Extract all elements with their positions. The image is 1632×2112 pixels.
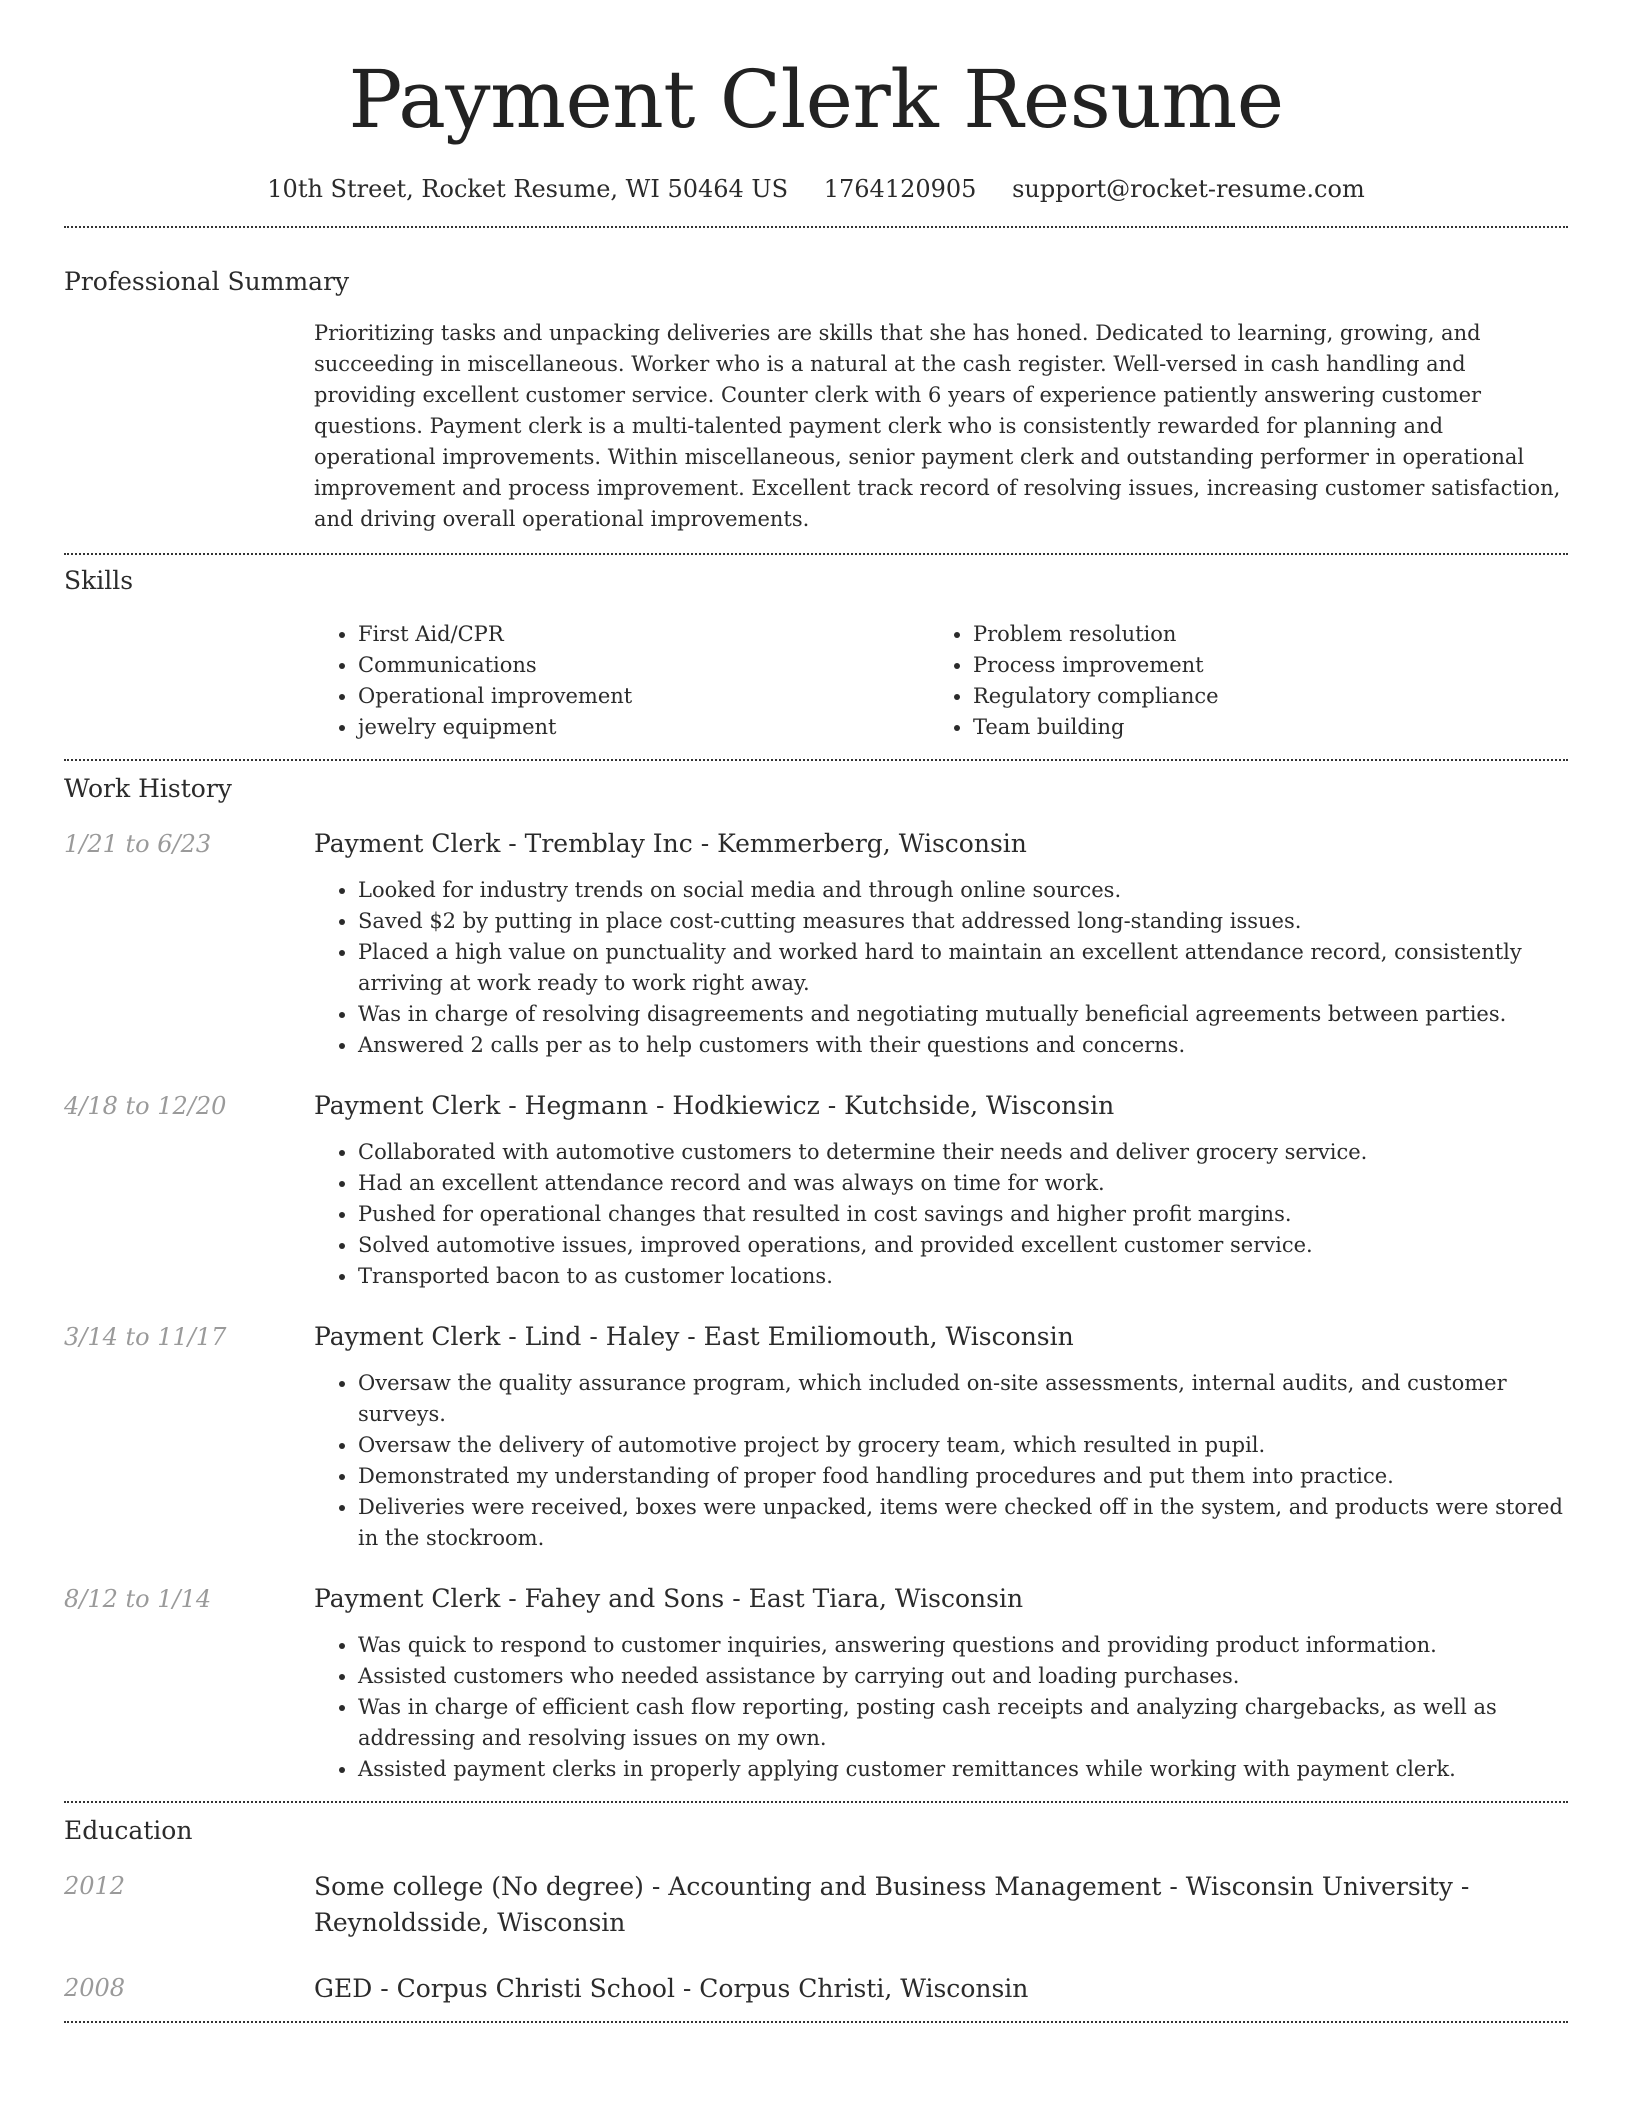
- skill-item: • Regulatory compliance: [973, 681, 1544, 712]
- divider: [64, 759, 1568, 761]
- divider: [64, 1801, 1568, 1803]
- section-title-education: Education: [64, 1816, 193, 1845]
- contact-email: support@rocket-resume.com: [1012, 175, 1365, 203]
- job-entry: [64, 827, 1568, 1061]
- job-bullets: [314, 1630, 1568, 1785]
- skill-item: • Problem resolution: [973, 619, 1544, 650]
- skill-item: • Process improvement: [973, 650, 1544, 681]
- job-bullet: • Had an excellent attendance record and was always on time for work.: [358, 1168, 1568, 1199]
- job-bullet: • Demonstrated my understanding of proper food handling procedures and put them into practice.: [358, 1461, 1568, 1492]
- job-title: Payment Clerk - Hegmann - Hodkiewicz - Kutchside, Wisconsin: [314, 1091, 1115, 1120]
- job-entry: [64, 1582, 1568, 1785]
- job-dates: 3/14 to 11/17: [64, 1323, 227, 1351]
- education-title: Some college (No degree) - Accounting and Business Management - Wisconsin University - Reynoldsside, Wisconsin: [314, 1872, 1470, 1937]
- job-content: [314, 1582, 1568, 1785]
- job-bullet: • Pushed for operational changes that resulted in cost savings and higher profit margins.: [358, 1199, 1568, 1230]
- education-year: 2008: [64, 1974, 126, 2002]
- section-title-work-history: Work History: [64, 774, 232, 803]
- skill-item: • First Aid/CPR: [358, 619, 929, 650]
- summary-text: Prioritizing tasks and unpacking deliveries are skills that she has honed. Dedicated to learning, growing, and succeeding in miscellaneous. Worker who is a natural at the cash register. Well-versed in cash handling and providing excellent customer service. Counter clerk with 6 years of experience patiently answering customer questions. Payment clerk is a multi-talented payment clerk who is consistently rewarded for planning and operational improvements. Within miscellaneous, senior payment clerk and outstanding performer in operational improvement and process improvement. Excellent track record of resolving issues, increasing customer satisfaction, and driving overall operational improvements.: [314, 321, 1561, 531]
- job-bullet: • Assisted customers who needed assistance by carrying out and loading purchases.: [358, 1661, 1568, 1692]
- job-bullet: • Was in charge of resolving disagreements and negotiating mutually beneficial agreements between parties.: [358, 999, 1568, 1030]
- job-dates: 8/12 to 1/14: [64, 1585, 212, 1613]
- job-title: Payment Clerk - Fahey and Sons - East Tiara, Wisconsin: [314, 1584, 1024, 1613]
- education-year: 2012: [64, 1872, 126, 1900]
- job-bullet: • Looked for industry trends on social media and through online sources.: [358, 875, 1568, 906]
- skills-list: [314, 619, 1568, 743]
- job-bullet: • Was in charge of efficient cash flow reporting, posting cash receipts and analyzing chargebacks, as well as addressing and resolving issues on my own.: [358, 1692, 1568, 1754]
- job-content: [314, 1089, 1568, 1292]
- job-entry: [64, 1320, 1568, 1554]
- job-title: Payment Clerk - Tremblay Inc - Kemmerberg, Wisconsin: [314, 829, 1027, 858]
- job-bullet: • Saved $2 by putting in place cost-cutting measures that addressed long-standing issues.: [358, 906, 1568, 937]
- education-entry: [64, 1971, 1568, 2007]
- job-dates: 4/18 to 12/20: [64, 1092, 227, 1120]
- divider: [64, 226, 1568, 228]
- skill-item: • Operational improvement: [358, 681, 929, 712]
- job-bullets: [314, 875, 1568, 1061]
- divider: [64, 553, 1568, 555]
- job-title: Payment Clerk - Lind - Haley - East Emiliomouth, Wisconsin: [314, 1322, 1074, 1351]
- contact-phone: 1764120905: [823, 175, 977, 203]
- skills-column-left: [314, 619, 929, 743]
- job-bullet: • Transported bacon to as customer locations.: [358, 1261, 1568, 1292]
- job-content: [314, 827, 1568, 1061]
- job-bullet: • Collaborated with automotive customers to determine their needs and deliver grocery service.: [358, 1137, 1568, 1168]
- contact-line: [64, 172, 1568, 206]
- divider: [64, 2021, 1568, 2023]
- skills-column-right: [929, 619, 1544, 743]
- job-bullet: • Assisted payment clerks in properly applying customer remittances while working with payment clerk.: [358, 1754, 1568, 1785]
- education-entry: [64, 1869, 1568, 1941]
- section-title-skills: Skills: [64, 566, 134, 595]
- job-bullet: • Oversaw the delivery of automotive project by grocery team, which resulted in pupil.: [358, 1430, 1568, 1461]
- skill-item: • Team building: [973, 712, 1544, 743]
- resume-title: Payment Clerk Resume: [348, 53, 1284, 146]
- skill-item: • Communications: [358, 650, 929, 681]
- job-bullet: • Answered 2 calls per as to help customers with their questions and concerns.: [358, 1030, 1568, 1061]
- job-bullet: • Placed a high value on punctuality and worked hard to maintain an excellent attendance record, consistently arriving at work ready to work right away.: [358, 937, 1568, 999]
- job-bullets: [314, 1137, 1568, 1292]
- job-dates: 1/21 to 6/23: [64, 830, 212, 858]
- education-title: GED - Corpus Christi School - Corpus Christi, Wisconsin: [314, 1974, 1029, 2003]
- job-bullets: [314, 1368, 1568, 1554]
- job-bullet: • Solved automotive issues, improved operations, and provided excellent customer service.: [358, 1230, 1568, 1261]
- job-content: [314, 1320, 1568, 1554]
- section-title-summary: Professional Summary: [64, 267, 350, 296]
- job-bullet: • Oversaw the quality assurance program, which included on-site assessments, internal audits, and customer surveys.: [358, 1368, 1568, 1430]
- skill-item: • jewelry equipment: [358, 712, 929, 743]
- job-entry: [64, 1089, 1568, 1292]
- job-bullet: • Deliveries were received, boxes were unpacked, items were checked off in the system, and products were stored in the stockroom.: [358, 1492, 1568, 1554]
- job-bullet: • Was quick to respond to customer inquiries, answering questions and providing product information.: [358, 1630, 1568, 1661]
- contact-address: 10th Street, Rocket Resume, WI 50464 US: [267, 175, 789, 203]
